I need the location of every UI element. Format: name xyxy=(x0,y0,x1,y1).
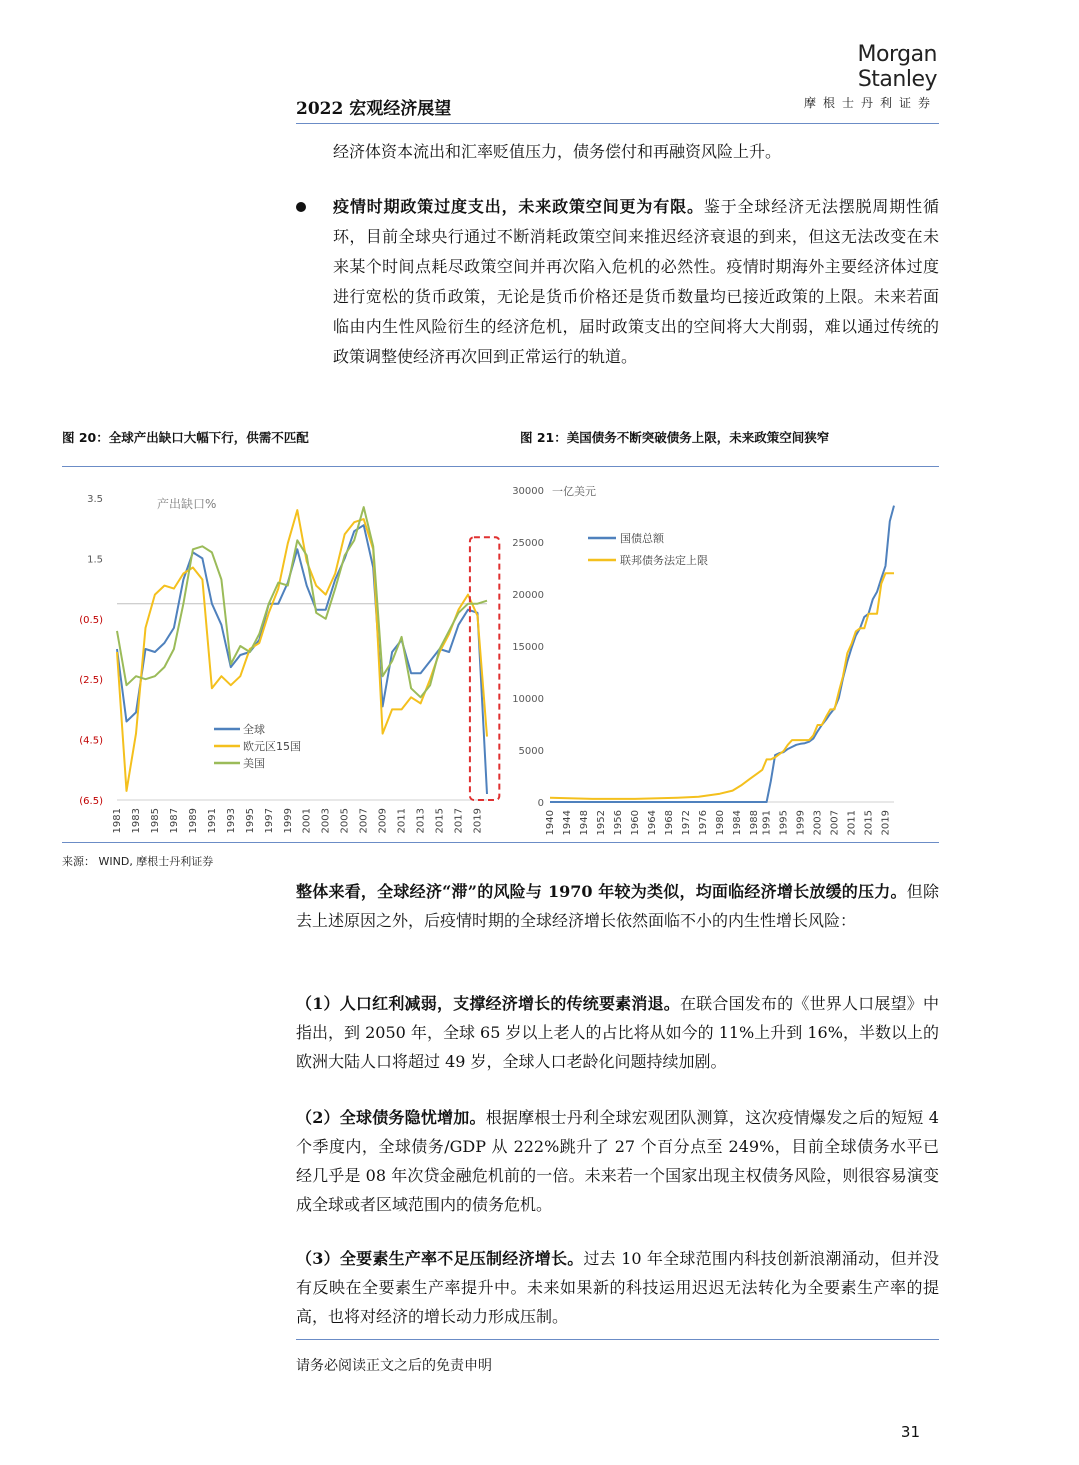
point3-text: 过去 10 年全球范围内科技创新浪潮涌动，但并没有反映在全要素生产率提升中。未来如果新的科技运用迟迟无法转化为全要素生产率的提高，也将对经济的增长动力形成压制。 xyxy=(296,1249,939,1326)
legend-label: 美国 xyxy=(243,757,265,770)
x-tick-label: 2009 xyxy=(377,808,389,834)
x-tick-label: 1968 xyxy=(663,810,675,836)
y-tick-label: 25000 xyxy=(512,538,544,549)
summary-bold: 整体来看，全球经济“滞”的风险与 1970 年较为类似，均面临经济增长放缓的压力。 xyxy=(296,882,907,901)
brand-name-cn: 摩根士丹利证券 xyxy=(803,96,937,110)
figure-source: 来源： WIND, 摩根士丹利证券 xyxy=(62,855,214,868)
x-tick-label: 1995 xyxy=(244,808,256,834)
x-tick-label: 1964 xyxy=(646,810,658,836)
series-line xyxy=(550,573,894,799)
figure-divider-bottom xyxy=(62,842,939,843)
x-tick-label: 2001 xyxy=(301,808,313,834)
x-tick-label: 1983 xyxy=(130,808,142,834)
point3-paragraph xyxy=(296,1244,939,1331)
legend-label: 联邦债务法定上限 xyxy=(620,554,708,567)
x-tick-label: 1999 xyxy=(282,808,294,834)
bullet-paragraph xyxy=(333,192,939,372)
brand-name-en: Morgan Stanley xyxy=(857,42,937,92)
us-debt-chart xyxy=(506,478,939,838)
chart-title: 产出缺口% xyxy=(157,497,217,511)
y-tick-label: 5000 xyxy=(518,746,544,757)
output-gap-chart xyxy=(62,478,502,838)
disclaimer: 请务必阅读正文之后的免责申明 xyxy=(296,1358,492,1374)
x-tick-label: 2015 xyxy=(863,810,875,836)
point2-bold: （2）全球债务隐忧增加。 xyxy=(296,1108,486,1127)
x-tick-label: 2003 xyxy=(812,810,824,836)
legend-label: 欧元区15国 xyxy=(243,740,301,753)
x-tick-label: 1944 xyxy=(561,810,573,836)
x-tick-label: 2015 xyxy=(434,808,446,834)
y-tick-label: 3.5 xyxy=(87,494,103,505)
point1-bold: （1）人口红利减弱，支撑经济增长的传统要素消退。 xyxy=(296,994,680,1013)
y-tick-label: 10000 xyxy=(512,694,544,705)
x-tick-label: 2019 xyxy=(472,808,484,834)
summary-paragraph xyxy=(296,877,939,935)
x-tick-label: 1980 xyxy=(714,810,726,836)
point3-bold: （3）全要素生产率不足压制经济增长。 xyxy=(296,1249,584,1268)
x-tick-label: 1948 xyxy=(578,810,590,836)
figure-divider-top xyxy=(62,466,939,467)
y-tick-label: 0 xyxy=(537,798,544,809)
x-tick-label: 1999 xyxy=(795,810,807,836)
y-tick-label: 15000 xyxy=(512,642,544,653)
x-tick-label: 1995 xyxy=(778,810,790,836)
x-tick-label: 1981 xyxy=(112,808,123,834)
fig20-title: 图 20：全球产出缺口大幅下行，供需不匹配 xyxy=(62,430,309,445)
x-tick-label: 1976 xyxy=(697,810,709,836)
x-tick-label: 2017 xyxy=(453,808,465,834)
legend-label: 全球 xyxy=(243,723,265,736)
y-tick-label: (2.5) xyxy=(79,675,103,687)
y-tick-label: 20000 xyxy=(512,590,544,601)
x-tick-label: 1997 xyxy=(263,808,275,834)
x-tick-label: 1985 xyxy=(149,808,161,834)
x-tick-label: 1984 xyxy=(731,810,743,836)
x-tick-label: 2007 xyxy=(829,810,841,836)
summary-text: 但除去上述原因之外，后疫情时期的全球经济增长依然面临不小的内生性增长风险： xyxy=(296,882,939,930)
fig21-title: 图 21：美国债务不断突破债务上限，未来政策空间狭窄 xyxy=(520,430,830,445)
x-tick-label: 1960 xyxy=(629,810,641,836)
point2-paragraph xyxy=(296,1103,939,1219)
x-tick-label: 2019 xyxy=(880,810,892,836)
bullet-text: 鉴于全球经济无法摆脱周期性循环，目前全球央行通过不断消耗政策空间来推迟经济衰退的到来，但这无法改变在未来某个时间点耗尽政策空间并再次陷入危机的必然性。疫情时期海外主要经济体过度进行宽松的货币政策，无论是货币价格还是货币数量均已接近政策的上限。未来若面临由内生性风险衍生的经济危机，届时政策支出的空间将大大削弱，难以通过传统的政策调整使经济再次回到正常运行的轨道。 xyxy=(333,197,939,366)
series-line xyxy=(117,525,487,794)
y-tick-label: (4.5) xyxy=(79,735,103,747)
point1-paragraph xyxy=(296,989,939,1076)
point2-text: 根据摩根士丹利全球宏观团队测算，这次疫情爆发之后的短短 4 个季度内，全球债务/GDP 从 222%跳升了 27 个百分点至 249%，目前全球债务水平已经几乎是 08 年次贷金融危机前的一倍。未来若一个国家出现主权债务风险，则很容易演变成全球或者区域范围内的债务危机。 xyxy=(296,1108,939,1214)
legend-label: 国债总额 xyxy=(620,532,664,545)
x-tick-label: 2011 xyxy=(846,810,858,836)
x-tick-label: 2007 xyxy=(358,808,370,834)
x-tick-label: 2011 xyxy=(396,808,408,834)
x-tick-label: 1972 xyxy=(680,810,692,836)
x-tick-label: 1991 xyxy=(761,810,773,836)
x-tick-label: 1988 xyxy=(748,810,760,836)
document-title: 2022 宏观经济展望 xyxy=(296,99,452,119)
y-tick-label: (6.5) xyxy=(79,796,103,807)
footer-divider xyxy=(296,1339,939,1340)
x-tick-label: 1991 xyxy=(206,808,218,834)
x-tick-label: 1952 xyxy=(595,810,607,836)
page-number: 31 xyxy=(900,1423,920,1441)
x-tick-label: 1987 xyxy=(168,808,180,834)
point1-text: 在联合国发布的《世界人口展望》中指出，到 2050 年，全球 65 岁以上老人的占比将从如今的 11%上升到 16%，半数以上的欧洲大陆人口将超过 49 岁，全球人口老龄化问题持续加剧。 xyxy=(296,994,939,1071)
intro-line: 经济体资本流出和汇率贬值压力，债务偿付和再融资风险上升。 xyxy=(333,142,782,161)
x-tick-label: 2003 xyxy=(320,808,332,834)
y-tick-label: 1.5 xyxy=(87,554,103,566)
header-divider xyxy=(296,123,939,124)
bullet-bold: 疫情时期政策过度支出，未来政策空间更为有限。 xyxy=(333,197,704,216)
x-tick-label: 1956 xyxy=(612,810,624,836)
y-tick-label: 30000 xyxy=(512,486,544,497)
x-tick-label: 2005 xyxy=(339,808,351,834)
x-tick-label: 2013 xyxy=(415,808,427,834)
x-tick-label: 1940 xyxy=(545,810,556,836)
brand-logo xyxy=(785,42,937,111)
x-tick-label: 1993 xyxy=(225,808,237,834)
y-tick-label: (0.5) xyxy=(79,614,103,626)
chart-title: 一亿美元 xyxy=(552,485,596,498)
x-tick-label: 1989 xyxy=(187,808,199,834)
bullet-dot xyxy=(296,202,306,212)
series-line xyxy=(550,506,894,802)
